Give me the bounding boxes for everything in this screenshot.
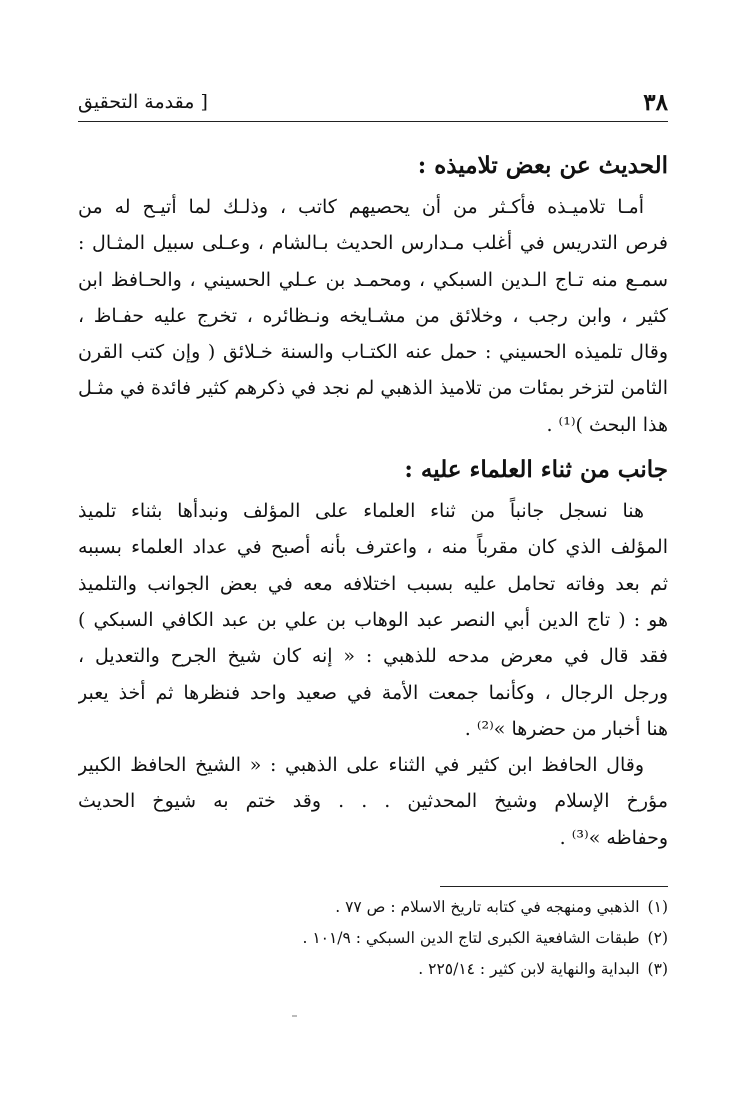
paragraph-line: هنا نسجل جانباً من ثناء العلماء على المؤلف ونبدأها بثناء تلميذ bbox=[78, 500, 644, 523]
section-heading: الحديث عن بعض تلاميذه : bbox=[417, 152, 668, 179]
footnote-text: الذهبي ومنهجه في كتابه تاريخ الاسلام : ص ٧٧ . bbox=[335, 898, 640, 916]
paragraph-line: هذا البحث )⁽¹⁾ . bbox=[546, 413, 668, 436]
footnote-number: (١) bbox=[647, 898, 668, 916]
footnote-number: (٣) bbox=[647, 960, 668, 978]
footnote-divider bbox=[440, 886, 668, 887]
page-number: ٣٨ bbox=[643, 88, 668, 116]
paragraph-line: مؤرخ الإسلام وشيخ المحدثين . . . وقد ختم به شيوخ الحديث bbox=[78, 790, 668, 813]
footnotes bbox=[78, 892, 668, 985]
paragraph-line: هو : ( تاج الدين أبي النصر عبد الوهاب بن علي بن عبد الكافي السبكي ) bbox=[78, 608, 668, 631]
paragraph-line: فرص التدريس في أغلب مـدارس الحديث بـالشام ، وعـلى سبيل المثـال : bbox=[78, 232, 668, 255]
header-divider bbox=[78, 121, 668, 122]
paragraph-line: وحفاظه »⁽³⁾ . bbox=[559, 826, 668, 849]
section-praise bbox=[78, 447, 668, 856]
main-text bbox=[78, 143, 668, 856]
footnote bbox=[78, 892, 668, 923]
paragraph-line: فقد قال في معرض مدحه للذهبي : « إنه كان شيخ الجرح والتعديل ، bbox=[78, 645, 668, 668]
paragraph-line: ورجل الرجال ، وكأنما جمعت الأمة في صعيد واحد فنظرها ثم أخذ يعبر bbox=[78, 681, 668, 704]
paragraph-line: وقال تلميذه الحسيني : حمل عنه الكتـاب والسنة خـلائق ( وإن كتب القرن bbox=[78, 341, 668, 364]
paragraph-line: هنا أخبار من حضرها »⁽²⁾ . bbox=[464, 717, 668, 740]
paragraph-line: ثم بعد وفاته تحامل عليه بسبب اختلافه معه في بعض الجوانب والتلميذ bbox=[78, 572, 668, 595]
paragraph-line: وقال الحافظ ابن كثير في الثناء على الذهبي : « الشيخ الحافظ الكبير bbox=[78, 754, 644, 777]
section-heading: جانب من ثناء العلماء عليه : bbox=[404, 456, 668, 484]
footnote-text: البداية والنهاية لابن كثير : ٢٢٥/١٤ . bbox=[418, 960, 640, 978]
footnote-text: طبقات الشافعية الكبرى لتاج الدين السبكي : ١٠١/٩ . bbox=[302, 929, 640, 947]
paragraph-line: أمـا تلاميـذه فأكـثر من أن يحصيهم كاتب ، وذلـك لما أتيـح له من bbox=[78, 196, 644, 218]
paragraph-line: كثير ، وابن رجب ، وخلائق من مشـايخه ونـظائره ، تخرج عليه حفـاظ ، bbox=[78, 304, 668, 327]
paragraph-line: الثامن لتزخر بمئات من تلاميذ الذهبي لم نجد في ذكرهم كثير فائدة في مثـل bbox=[78, 377, 668, 400]
scan-mark bbox=[292, 1015, 297, 1017]
footnote bbox=[78, 923, 668, 954]
paragraph-line: المؤلف الذي كان مقرباً منه ، واعترف بأنه أصبح في عداد العلماء بسببه bbox=[78, 536, 668, 559]
running-header-title: [ مقدمة التحقيق bbox=[78, 91, 208, 113]
section-students bbox=[78, 143, 668, 443]
paragraph-line: سمـع منه تـاج الـدين السبكي ، ومحمـد بن عـلي الحسيني ، والحـافظ ابن bbox=[78, 268, 668, 291]
footnote bbox=[78, 954, 668, 985]
running-header bbox=[78, 84, 668, 120]
footnote-number: (٢) bbox=[647, 929, 668, 947]
